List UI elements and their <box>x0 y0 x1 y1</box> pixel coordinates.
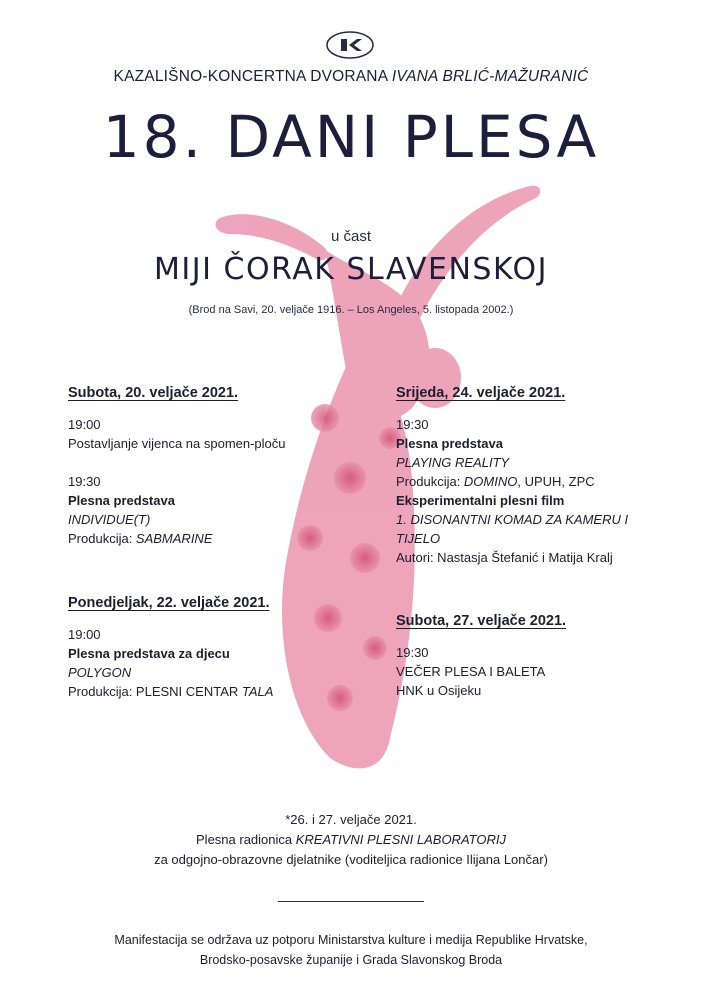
event-production: Produkcija: DOMINO, UPUH, ZPC <box>396 474 595 489</box>
honoree-life-dates: (Brod na Savi, 20. veljače 1916. – Los Angeles, 5. listopada 2002.) <box>188 304 514 316</box>
venue-name: KAZALIŠNO-KONCERTNA DVORANA IVANA BRLIĆ-MAŽURANIĆ <box>113 68 589 85</box>
day-heading: Ponedjeljak, 22. veljače 2021. <box>68 595 270 611</box>
event-title: Postavljanje vijenca na spomen-ploču <box>68 436 286 451</box>
schedule-day-sat20 <box>68 384 368 548</box>
event-title: INDIVIDUE(T) <box>68 512 151 527</box>
event-time: 19:00 <box>68 627 101 642</box>
sponsor-note: Manifestacija se održava uz potporu Ministarstva kulture i medija Republike Hrvatske, Brodsko-posavske županije i Grada Slavonskog Broda <box>114 933 588 967</box>
honoree-name: MIJI ČORAK SLAVENSKOJ <box>154 252 548 287</box>
schedule-day-mon22 <box>68 594 368 701</box>
event-authors: Autori: Nastasja Štefanić i Matija Kralj <box>396 550 613 565</box>
event-title: TIJELO <box>396 531 441 546</box>
event-type: Eksperimentalni plesni film <box>396 493 565 508</box>
event-time: 19:30 <box>68 474 101 489</box>
event-type: Plesna predstava <box>68 493 175 508</box>
event-title: 1. DISONANTNI KOMAD ZA KAMERU I <box>396 512 629 527</box>
kk-logo-icon <box>325 30 375 60</box>
schedule-day-sat27 <box>396 612 686 700</box>
event-title: VEČER PLESA I BALETA <box>396 664 546 679</box>
event-production: Produkcija: PLESNI CENTAR TALA <box>68 684 274 699</box>
event-production: Produkcija: SABMARINE <box>68 531 213 546</box>
event-time: 19:30 <box>396 645 429 660</box>
day-heading: Subota, 20. veljače 2021. <box>68 385 239 401</box>
workshop-dates: *26. i 27. veljače 2021. <box>285 812 417 827</box>
honor-intro: u čast <box>330 228 372 245</box>
event-title: PLAYING REALITY <box>396 455 510 470</box>
event-time: 19:30 <box>396 417 429 432</box>
day-heading: Subota, 27. veljače 2021. <box>396 613 567 629</box>
schedule-day-wed24 <box>396 384 686 567</box>
event-time: 19:00 <box>68 417 101 432</box>
workshop-note <box>0 810 702 870</box>
festival-title: 18. DANI PLESA <box>102 103 600 171</box>
event-performer: HNK u Osijeku <box>396 683 482 698</box>
event-type: Plesna predstava <box>396 436 503 451</box>
divider <box>278 901 424 902</box>
day-heading: Srijeda, 24. veljače 2021. <box>396 385 566 401</box>
event-type: Plesna predstava za djecu <box>68 646 230 661</box>
event-title: POLYGON <box>68 665 132 680</box>
workshop-audience: za odgojno-obrazovne djelatnike (voditeljica radionice Ilijana Lončar) <box>154 852 548 867</box>
workshop-title: Plesna radionica KREATIVNI PLESNI LABORATORIJ <box>196 832 506 847</box>
